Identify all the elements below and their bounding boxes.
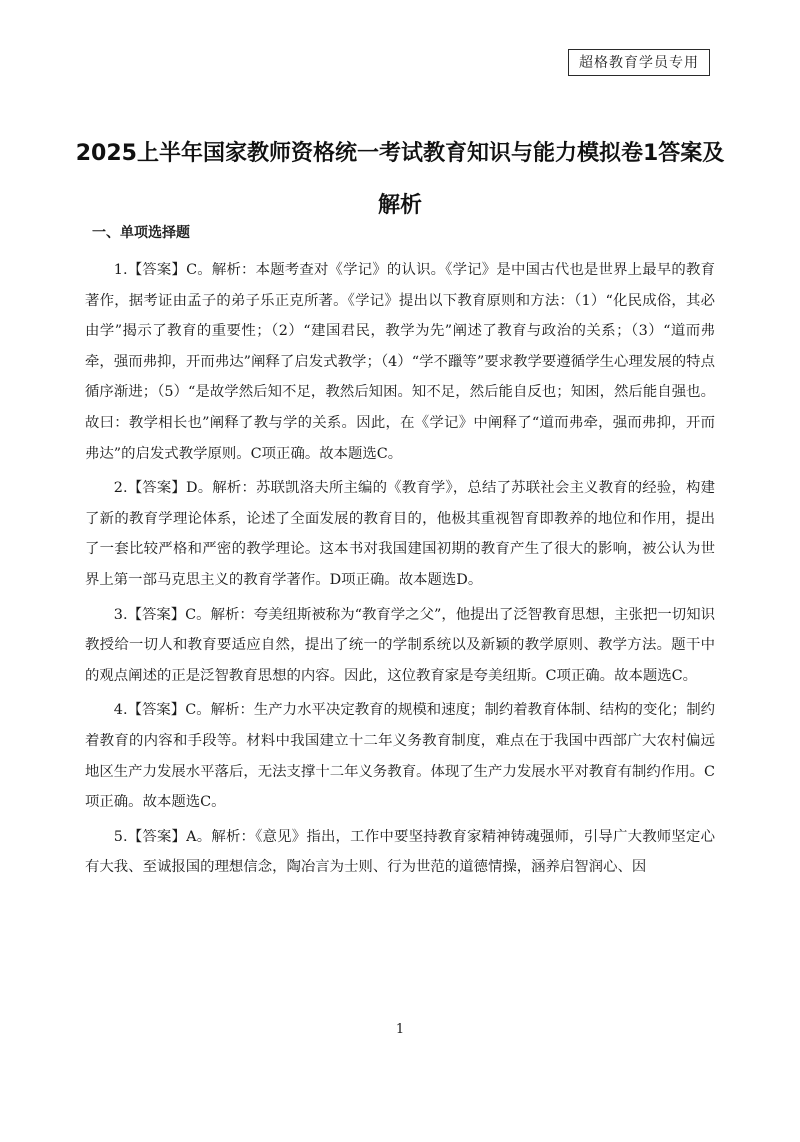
answer-paragraph-3: 3.【答案】C。解析：夸美纽斯被称为“教育学之父”，他提出了泛智教育思想，主张把一切知识教授给一切人和教育要适应自然，提出了统一的学制系统以及新颖的教学原则、教学方法。题干中的观点阐述的正是泛智教育思想的内容。因此，这位教育家是夸美纽斯。C项正确。故本题选C。	[85, 606, 715, 684]
answer-paragraph-4: 4.【答案】C。解析：生产力水平决定教育的规模和速度；制约着教育体制、结构的变化；制约着教育的内容和手段等。材料中我国建立十二年义务教育制度，难点在于我国中西部广大农村偏远地区生产力发展水平落后，无法支撑十二年义务教育。体现了生产力发展水平对教育有制约作用。C项正确。故本题选C。	[85, 702, 715, 811]
document-title	[60, 128, 740, 232]
answers-body	[85, 255, 715, 887]
section-heading: 一、单项选择题	[92, 225, 190, 241]
title-line-2: 解析	[377, 193, 422, 218]
student-only-stamp: 超格教育学员专用	[568, 49, 710, 76]
title-line-1: 2025上半年国家教师资格统一考试教育知识与能力模拟卷1答案及	[75, 141, 725, 166]
page-number: 1	[395, 1022, 405, 1037]
answer-paragraph-2: 2.【答案】D。解析：苏联凯洛夫所主编的《教育学》，总结了苏联社会主义教育的经验，构建了新的教育学理论体系，论述了全面发展的教育目的，他极其重视智育即教养的地位和作用，提出了一套比较严格和严密的教学理论。这本书对我国建国初期的教育产生了很大的影响，被公认为世界上第一部马克思主义的教育学著作。D项正确。故本题选D。	[85, 480, 715, 588]
answer-paragraph-5: 5.【答案】A。解析：《意见》指出，工作中要坚持教育家精神铸魂强师，引导广大教师坚定心有大我、至诚报国的理想信念，陶冶言为士则、行为世范的道德情操，涵养启智润心、因	[85, 828, 715, 876]
answer-paragraph-1: 1.【答案】C。解析：本题考查对《学记》的认识。《学记》是中国古代也是世界上最早的教育著作，据考证由孟子的弟子乐正克所著。《学记》提出以下教育原则和方法：（1）“化民成俗，其必由学”揭示了教育的重要性；（2）“建国君民，教学为先”阐述了教育与政治的关系；（3）“道而弗牵，强而弗抑，开而弗达”阐释了启发式教学；（4）“学不躐等”要求教学要遵循学生心理发展的特点循序渐进；（5）“是故学然后知不足，教然后知困。知不足，然后能自反也；知困，然后能自强也。故曰：教学相长也”阐释了教与学的关系。因此，在《学记》中阐释了“道而弗牵，强而弗抑，开而弗达”的启发式教学原则。C项正确。故本题选C。	[85, 262, 715, 462]
